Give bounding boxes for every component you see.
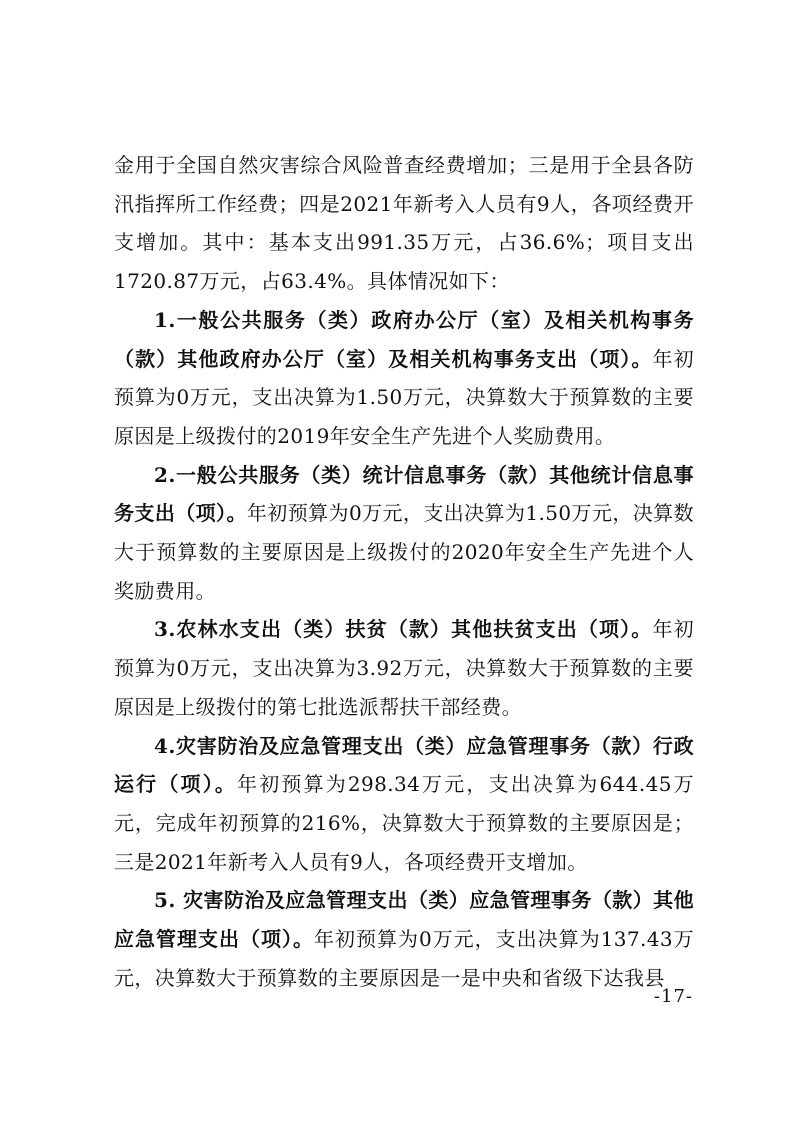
item-heading: 3.农林水支出（类）扶贫（款）其他扶贫支出（项）。 [154, 617, 653, 642]
item-heading: 1.一般公共服务（类）政府办公厅（室）及相关机构事务（款）其他政府办公厅（室）及相关机构事务支出（项）。 [114, 307, 694, 371]
item-text: 年初预算为0万元，支出决算为1.50万元，决算数大于预算数的主要原因是上级拨付的2019年安全生产先进个人奖励费用。 [114, 346, 694, 448]
document-body [114, 146, 694, 997]
paragraph-continuation [114, 146, 694, 301]
item-heading: 5. 灾害防治及应急管理支出（类）应急管理事务（款）其他应急管理支出（项）。 [114, 888, 694, 952]
paragraph-item-4 [114, 727, 694, 882]
page-number: -17- [653, 986, 693, 1007]
item-text: 年初预算为298.34万元，支出决算为644.45万元，完成年初预算的216%，决算数大于预算数的主要原因是；三是2021年新考入人员有9人，各项经费开支增加。 [114, 772, 694, 874]
paragraph-item-2 [114, 456, 694, 611]
paragraph-item-3 [114, 610, 694, 726]
item-text: 年初预算为0万元，支出决算为3.92万元，决算数大于预算数的主要原因是上级拨付的第七批选派帮扶干部经费。 [114, 617, 694, 719]
item-heading: 4.灾害防治及应急管理支出（类）应急管理事务（款）行政运行（项）。 [114, 733, 694, 797]
item-text: 年初预算为0万元，支出决算为1.50万元，决算数大于预算数的主要原因是上级拨付的2020年安全生产先进个人奖励费用。 [114, 501, 694, 603]
paragraph-text: 金用于全国自然灾害综合风险普查经费增加；三是用于全县各防汛指挥所工作经费；四是2021年新考入人员有9人，各项经费开支增加。其中：基本支出991.35万元，占36.6%；项目支出1720.87万元，占63.4%。具体情况如下： [114, 153, 694, 294]
item-text: 年初预算为0万元，支出决算为137.43万元，决算数大于预算数的主要原因是一是中央和省级下达我县 [114, 927, 695, 990]
item-heading: 2.一般公共服务（类）统计信息事务（款）其他统计信息事务支出（项）。 [114, 462, 694, 526]
paragraph-item-5 [114, 881, 694, 997]
paragraph-item-1 [114, 301, 694, 456]
